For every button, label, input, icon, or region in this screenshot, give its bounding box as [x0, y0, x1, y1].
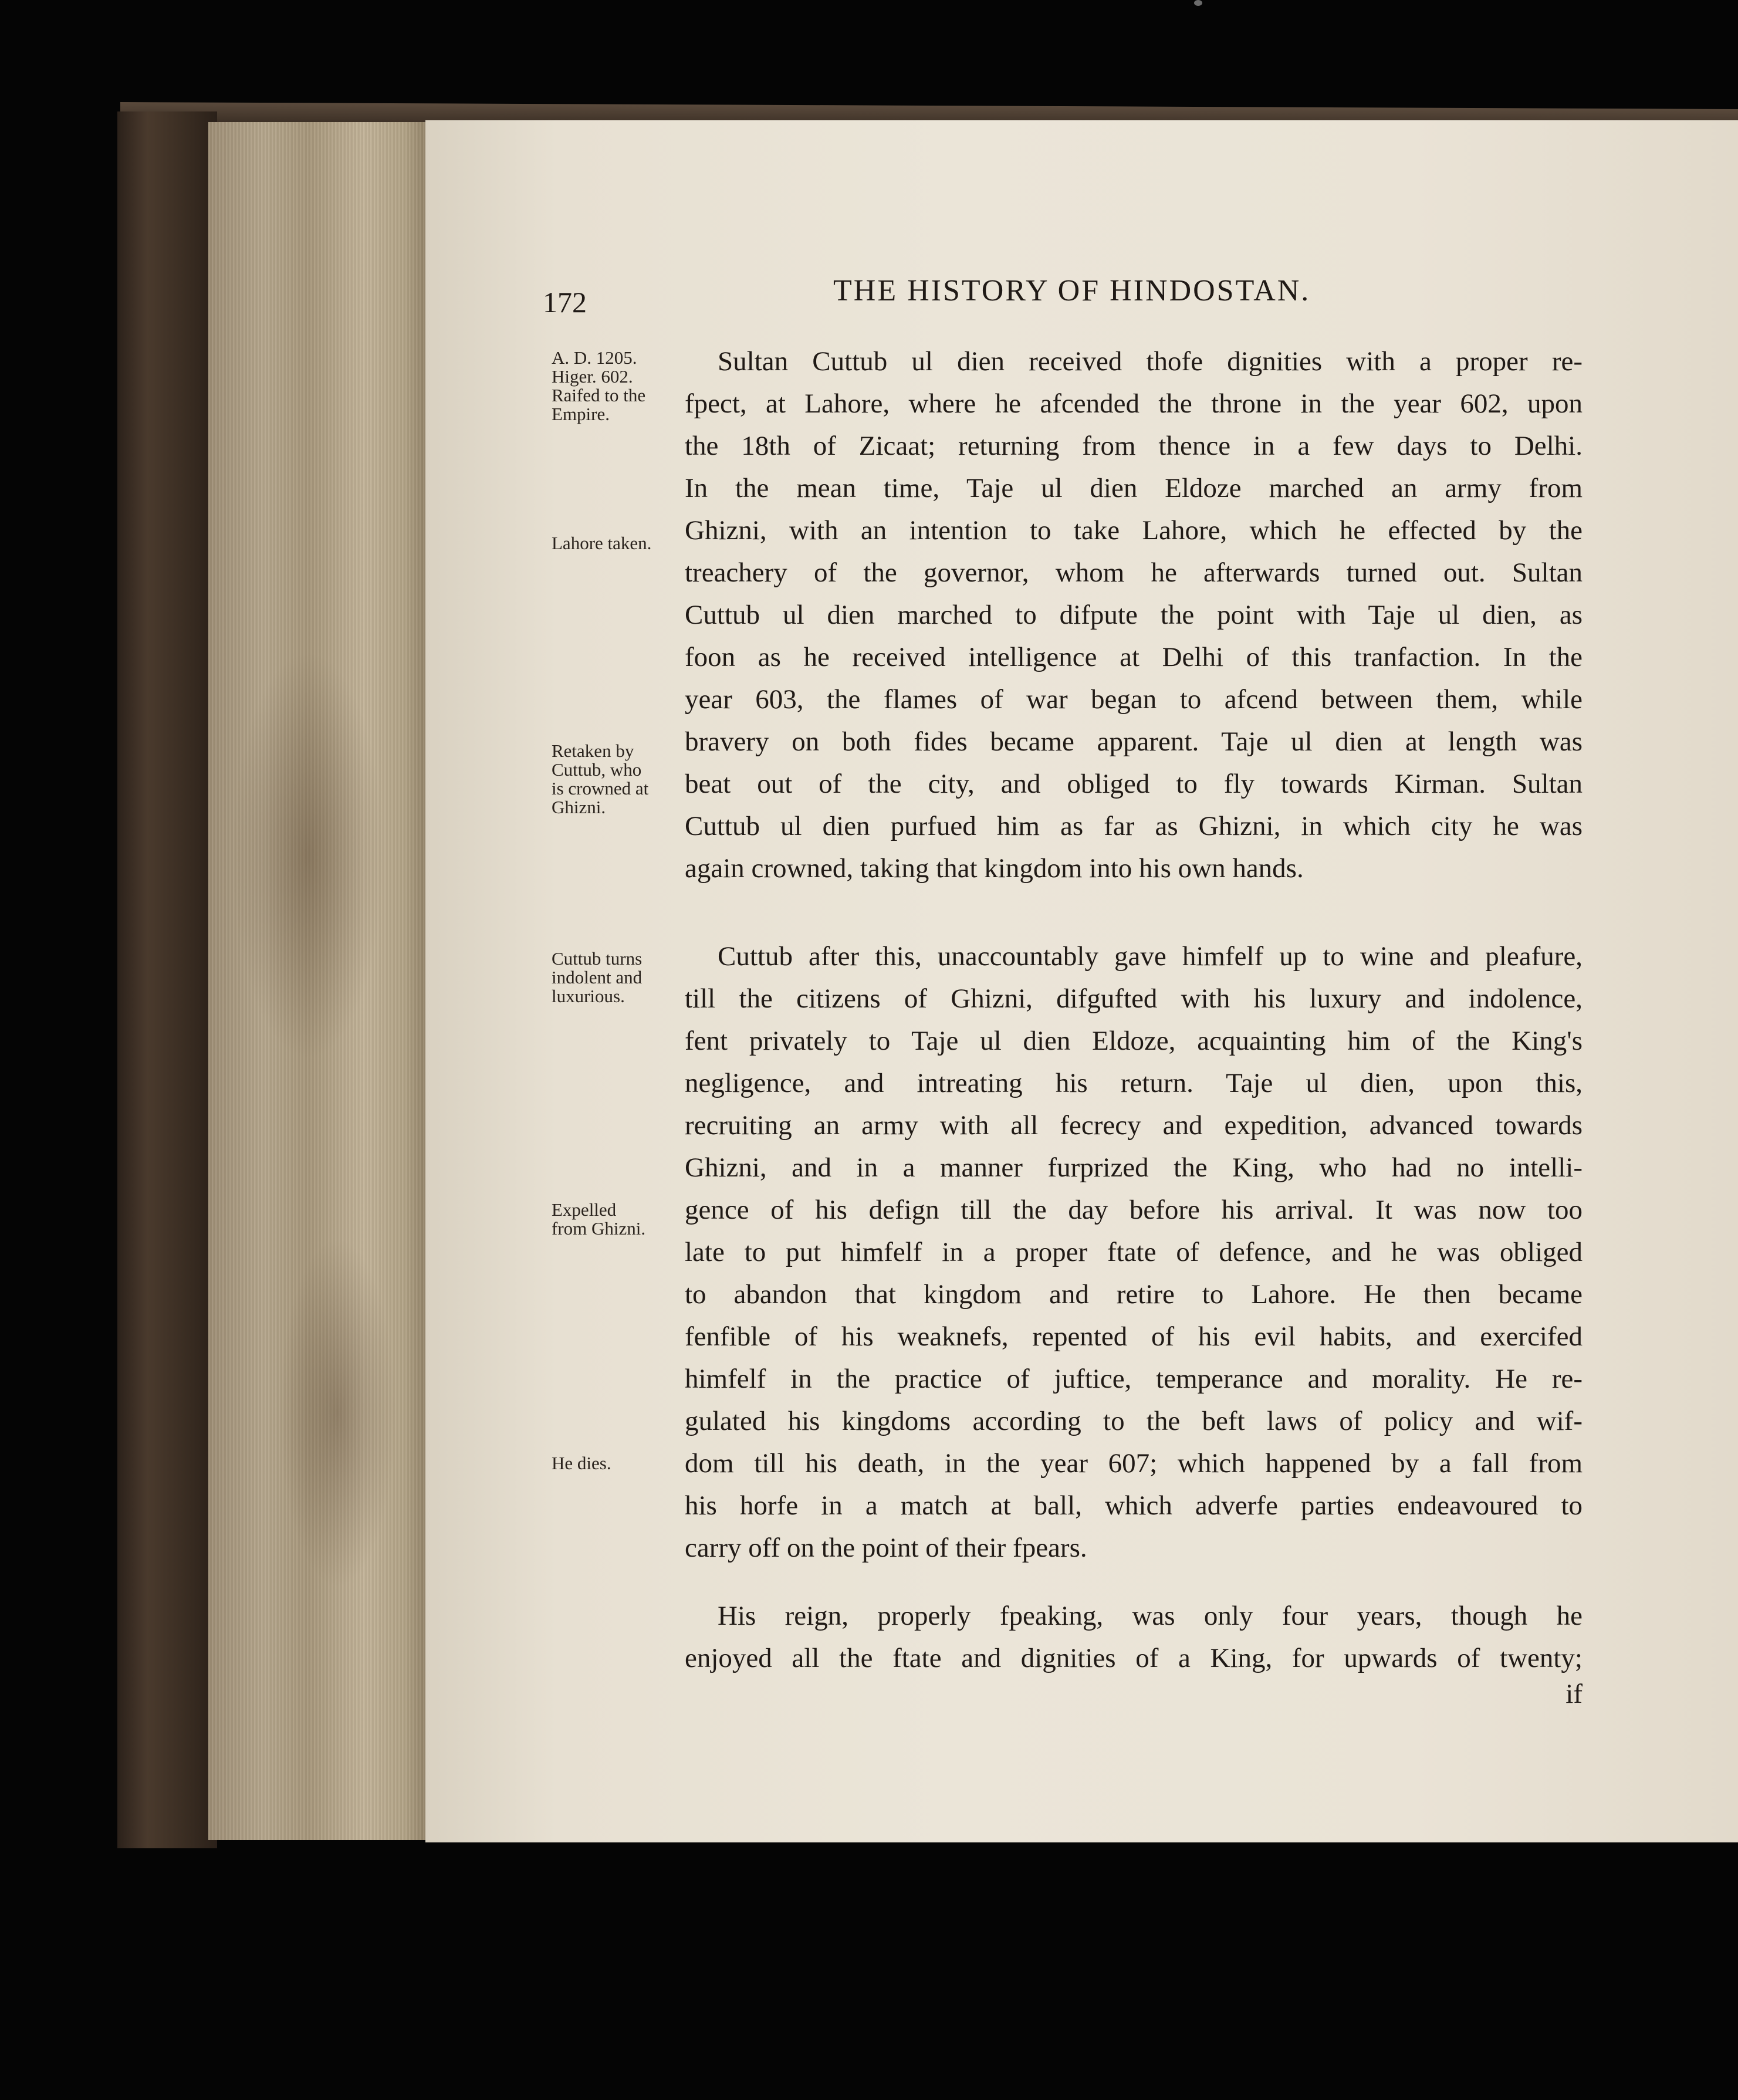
margin-note-he-dies [552, 1454, 684, 1473]
margin-note-line: A. D. 1205. [552, 347, 637, 368]
text-line: carry off on the point of their fpears. [685, 1533, 1087, 1563]
running-title: THE HISTORY OF HINDOSTAN. [833, 274, 1311, 307]
text-line: beat out of the city, and obliged to fly towards Kirman. Sultan [685, 769, 1583, 799]
margin-note-raised-to-empire [552, 349, 684, 424]
margin-note-line: from Ghizni. [552, 1218, 646, 1239]
text-line: year 603, the flames of war began to afcend between them, while [685, 684, 1583, 715]
margin-note-line: Raifed to the [552, 385, 646, 405]
margin-note-line: indolent and [552, 967, 643, 988]
text-line: dom till his death, in the year 607; which happened by a fall from [685, 1448, 1583, 1479]
text-line: his horfe in a match at ball, which adverfe parties endeavoured to [685, 1490, 1583, 1521]
text-line: gence of his defign till the day before his arrival. It was now too [685, 1195, 1583, 1225]
text-line: to abandon that kingdom and retire to Lahore. He then became [685, 1279, 1583, 1310]
catchword: if [1565, 1679, 1583, 1709]
margin-note-line: He dies. [552, 1453, 611, 1473]
text-line: His reign, properly fpeaking, was only four years, though he [718, 1601, 1583, 1631]
text-line: Cuttub ul dien purfued him as far as Ghizni, in which city he was [685, 811, 1583, 841]
margin-note-line: Empire. [552, 404, 610, 424]
margin-note-line: Expelled [552, 1199, 617, 1220]
margin-note-line: Higer. 602. [552, 366, 633, 387]
margin-note-lahore-taken [552, 534, 684, 553]
text-line: fpect, at Lahore, where he afcended the throne in the year 602, upon [685, 388, 1583, 419]
text-line: bravery on both fides became apparent. Taje ul dien at length was [685, 726, 1583, 757]
text-line: gulated his kingdoms according to the beft laws of policy and wif- [685, 1406, 1583, 1436]
margin-note-line: Cuttub, who [552, 759, 642, 780]
margin-note-indolent [552, 949, 684, 1006]
margin-note-line: Retaken by [552, 740, 634, 761]
text-line: treachery of the governor, whom he afterwards turned out. Sultan [685, 557, 1583, 588]
text-line: Ghizni, and in a manner furprized the King, who had no intelli- [685, 1152, 1583, 1183]
text-line: fent privately to Taje ul dien Eldoze, acquainting him of the King's [685, 1026, 1583, 1056]
margin-note-retaken [552, 742, 684, 817]
text-line: again crowned, taking that kingdom into his own hands. [685, 853, 1304, 884]
margin-note-expelled [552, 1201, 684, 1238]
text-line: the 18th of Zicaat; returning from thence in a few days to Delhi. [685, 431, 1583, 461]
text-line: Cuttub ul dien marched to difpute the point with Taje ul dien, as [685, 600, 1583, 630]
text-line: recruiting an army with all fecrecy and expedition, advanced towards [685, 1110, 1583, 1141]
text-line: Sultan Cuttub ul dien received thofe dignities with a proper re- [718, 346, 1583, 377]
text-line: foon as he received intelligence at Delhi of this tranfaction. In the [685, 642, 1583, 672]
text-line: enjoyed all the ftate and dignities of a King, for upwards of twenty; [685, 1643, 1583, 1673]
margin-note-line: luxurious. [552, 986, 625, 1006]
text-line: fenfible of his weaknefs, repented of his evil habits, and exercifed [685, 1321, 1583, 1352]
margin-note-line: Lahore taken. [552, 533, 652, 553]
text-line: himfelf in the practice of juftice, temperance and morality. He re- [685, 1364, 1583, 1394]
page-number: 172 [543, 286, 587, 319]
text-line: till the citizens of Ghizni, difgufted with his luxury and indolence, [685, 983, 1583, 1014]
text-line: Ghizni, with an intention to take Lahore, which he effected by the [685, 515, 1583, 546]
text-line: Cuttub after this, unaccountably gave himfelf up to wine and pleafure, [718, 941, 1583, 972]
text-line: late to put himfelf in a proper ftate of defence, and he was obliged [685, 1237, 1583, 1267]
margin-note-line: is crowned at [552, 778, 649, 799]
text-line: In the mean time, Taje ul dien Eldoze marched an army from [685, 473, 1583, 503]
margin-note-line: Ghizni. [552, 797, 606, 817]
margin-note-line: Cuttub turns [552, 948, 643, 969]
text-line: negligence, and intreating his return. Taje ul dien, upon this, [685, 1068, 1583, 1098]
